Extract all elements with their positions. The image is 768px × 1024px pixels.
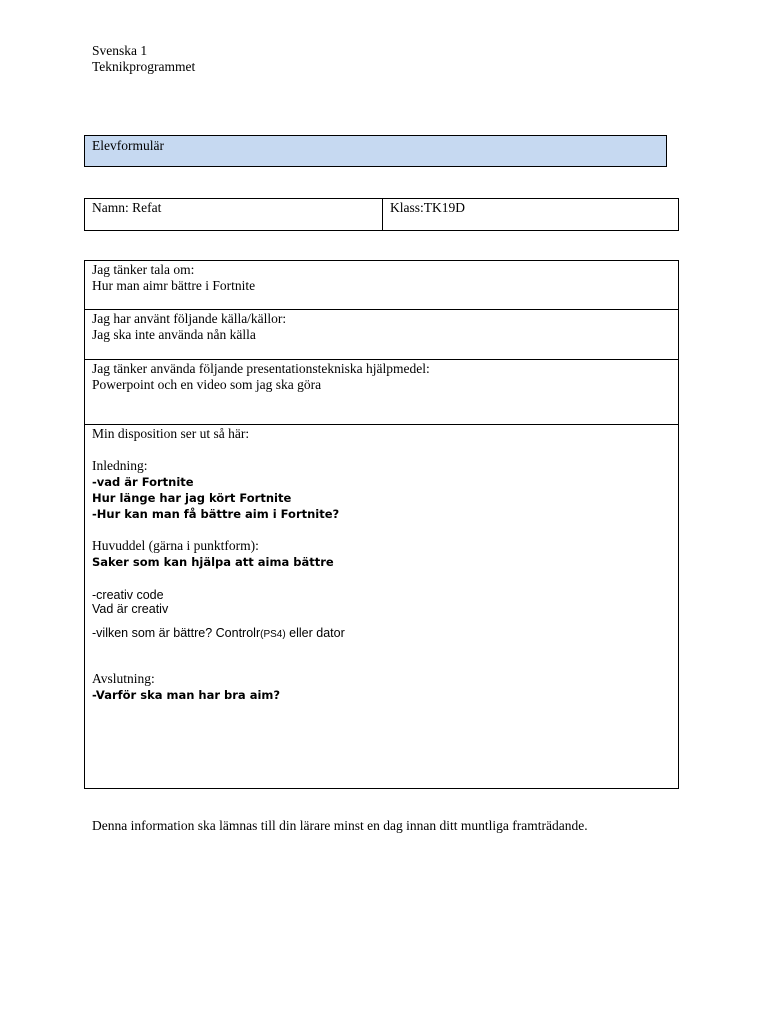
main-question	[92, 626, 672, 642]
topic-cell	[92, 262, 255, 294]
sources-cell	[92, 311, 286, 343]
sources-value: Jag ska inte använda nån källa	[92, 327, 256, 342]
topic-value: Hur man aimr bättre i Fortnite	[92, 278, 256, 293]
program-name: Teknikprogrammet	[92, 59, 196, 74]
document-header	[92, 43, 195, 75]
sources-label: Jag har använt följande källa/källor:	[92, 311, 287, 326]
presentation-form-table	[84, 260, 679, 789]
footer-note: Denna information ska lämnas till din lärare minst en dag innan ditt muntliga framträdande.	[92, 818, 588, 833]
table-divider	[382, 199, 383, 230]
aids-label: Jag tänker använda följande presentationstekniska hjälpmedel:	[92, 361, 430, 376]
disposition-cell	[92, 426, 672, 703]
intro-item: Hur länge har jag kört Fortnite	[92, 491, 292, 505]
conclusion-item: -Varför ska man har bra aim?	[92, 688, 281, 702]
disposition-label: Min disposition ser ut så här:	[92, 426, 250, 441]
student-name-cell: Namn: Refat	[92, 200, 162, 215]
row-divider	[85, 359, 678, 360]
conclusion-heading: Avslutning:	[92, 671, 155, 686]
main-heading: Huvuddel (gärna i punktform):	[92, 538, 259, 553]
intro-item: -vad är Fortnite	[92, 475, 194, 489]
student-info-table	[84, 198, 679, 231]
main-item: -creativ code	[92, 588, 164, 602]
main-question-start: -vilken som är bättre? Controlr	[92, 626, 261, 640]
aids-cell	[92, 361, 430, 393]
intro-heading: Inledning:	[92, 458, 148, 473]
row-divider	[85, 309, 678, 310]
row-divider	[85, 424, 678, 425]
topic-label: Jag tänker tala om:	[92, 262, 195, 277]
aids-value: Powerpoint och en video som jag ska göra	[92, 377, 322, 392]
form-title-bar	[84, 135, 667, 167]
main-question-end: eller dator	[285, 626, 345, 640]
main-subheading: Saker som kan hjälpa att aima bättre	[92, 555, 334, 569]
student-class-cell: Klass:TK19D	[390, 200, 465, 215]
form-title: Elevformulär	[92, 138, 164, 153]
course-name: Svenska 1	[92, 43, 148, 58]
main-question-platform: (PS4)	[260, 629, 286, 640]
main-item: Vad är creativ	[92, 602, 169, 616]
intro-item: -Hur kan man få bättre aim i Fortnite?	[92, 507, 340, 521]
